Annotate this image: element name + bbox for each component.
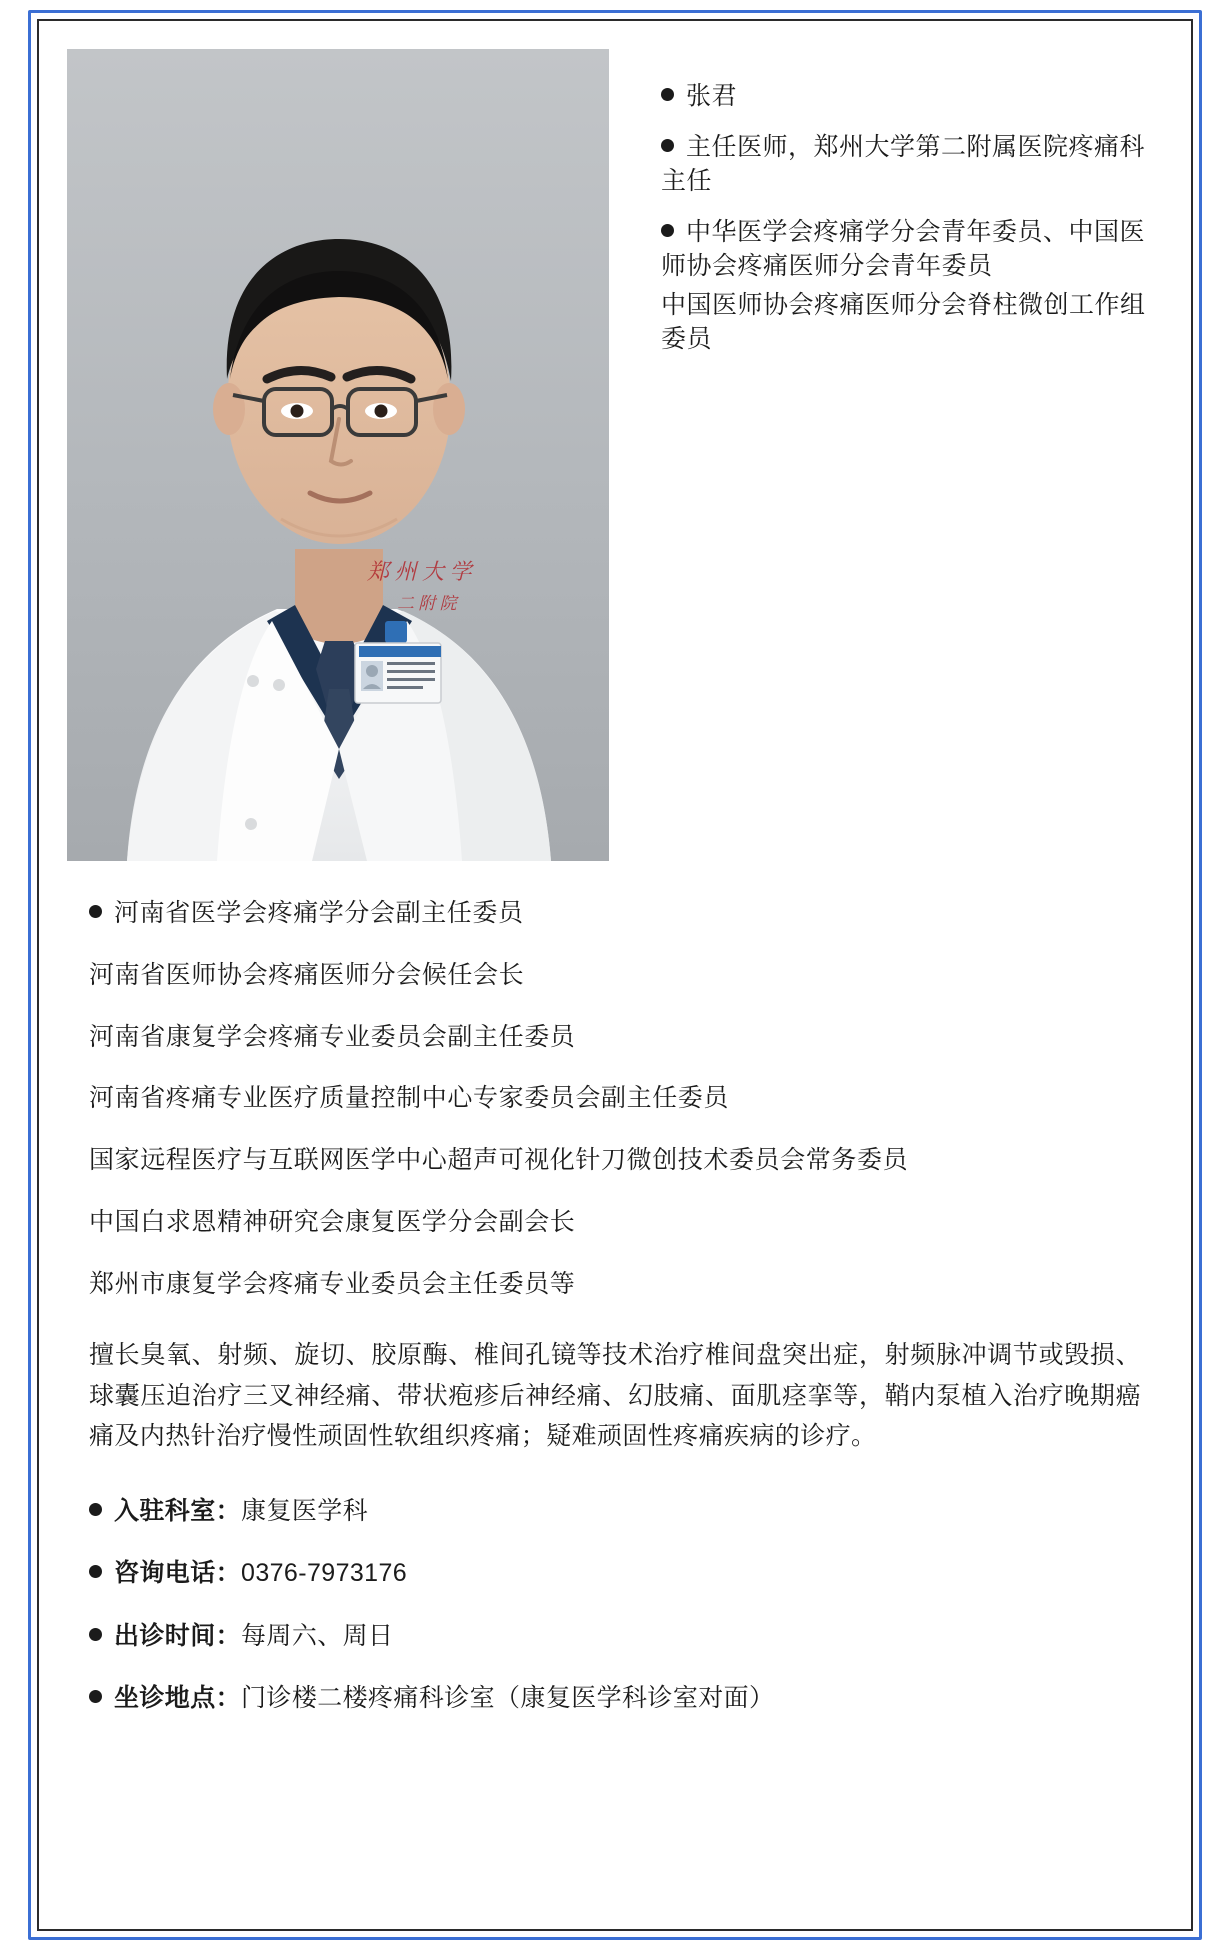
svg-text:郑 州 大 学: 郑 州 大 学: [367, 559, 472, 584]
info-location: [89, 1682, 1157, 1715]
info-value: 0376-7973176: [241, 1559, 408, 1588]
credential-text: 河南省医学会疼痛学分会副主任委员: [114, 899, 524, 927]
info-schedule: [89, 1620, 1157, 1653]
practice-info-list: [67, 1495, 1157, 1715]
doctor-portrait-photo: [67, 49, 609, 861]
page-outer-frame: [28, 10, 1202, 1940]
profile-header: [67, 49, 1157, 861]
list-item: 河南省康复学会疼痛专业委员会副主任委员: [89, 1022, 576, 1051]
bullet-icon: [661, 139, 674, 152]
info-phone: [89, 1557, 1157, 1590]
info-label: 出诊时间：: [114, 1621, 242, 1650]
bullet-icon: [89, 1503, 102, 1516]
list-item: 河南省医师协会疼痛医师分会候任会长: [89, 960, 525, 989]
bullet-icon: [89, 905, 102, 918]
bullet-icon: [661, 88, 674, 101]
doctor-profile-card: [39, 21, 1191, 1929]
specialty-paragraph: 擅长臭氧、射频、旋切、胶原酶、椎间孔镜等技术治疗椎间盘突出症，射频脉冲调节或毁损、球囊压迫治疗三叉神经痛、带状疱疹后神经痛、幻肢痛、面肌痉挛等，鞘内泵植入治疗晚期癌痛及内热针治疗慢性顽固性软组织疼痛；疑难顽固性疼痛疾病的诊疗。: [89, 1341, 1141, 1451]
info-label: 咨询电话：: [114, 1559, 242, 1588]
info-value: 每周六、周日: [241, 1621, 394, 1650]
info-value: 门诊楼二楼疼痛科诊室（康复医学科诊室对面）: [241, 1684, 775, 1713]
info-label: 入驻科室：: [114, 1496, 242, 1525]
page-inner-frame: [37, 19, 1193, 1931]
doctor-name: 张君: [686, 82, 738, 110]
bullet-icon: [89, 1628, 102, 1641]
list-item: 河南省疼痛专业医疗质量控制中心专家委员会副主任委员: [89, 1084, 730, 1113]
info-department: [89, 1495, 1157, 1528]
doctor-title-2: 中华医学会疼痛学分会青年委员、中国医师协会疼痛医师分会青年委员: [661, 217, 1146, 280]
bullet-icon: [89, 1690, 102, 1703]
doctor-title-line-2: [661, 215, 1157, 284]
header-credentials: [609, 49, 1157, 373]
doctor-title-1: 主任医师，郑州大学第二附属医院疼痛科主任: [661, 132, 1146, 195]
bullet-icon: [89, 1565, 102, 1578]
credentials-list: [67, 897, 1157, 1301]
list-item: 国家远程医疗与互联网医学中心超声可视化针刀微创技术委员会常务委员: [89, 1146, 909, 1174]
svg-text:二 附 院: 二 附 院: [397, 594, 457, 613]
info-value: 康复医学科: [241, 1496, 369, 1525]
bullet-icon: [661, 224, 674, 237]
doctor-name-line: [661, 79, 1157, 114]
list-item: 郑州市康复学会疼痛专业委员会主任委员等: [89, 1269, 576, 1298]
doctor-title-line-1: [661, 130, 1157, 199]
doctor-extra-line: 中国医师协会疼痛医师分会脊柱微创工作组委员: [661, 290, 1146, 353]
list-item: 中国白求恩精神研究会康复医学分会副会长: [89, 1207, 576, 1236]
info-label: 坐诊地点：: [114, 1684, 242, 1713]
portrait-illustration: [67, 49, 609, 861]
list-item: [89, 897, 1157, 931]
